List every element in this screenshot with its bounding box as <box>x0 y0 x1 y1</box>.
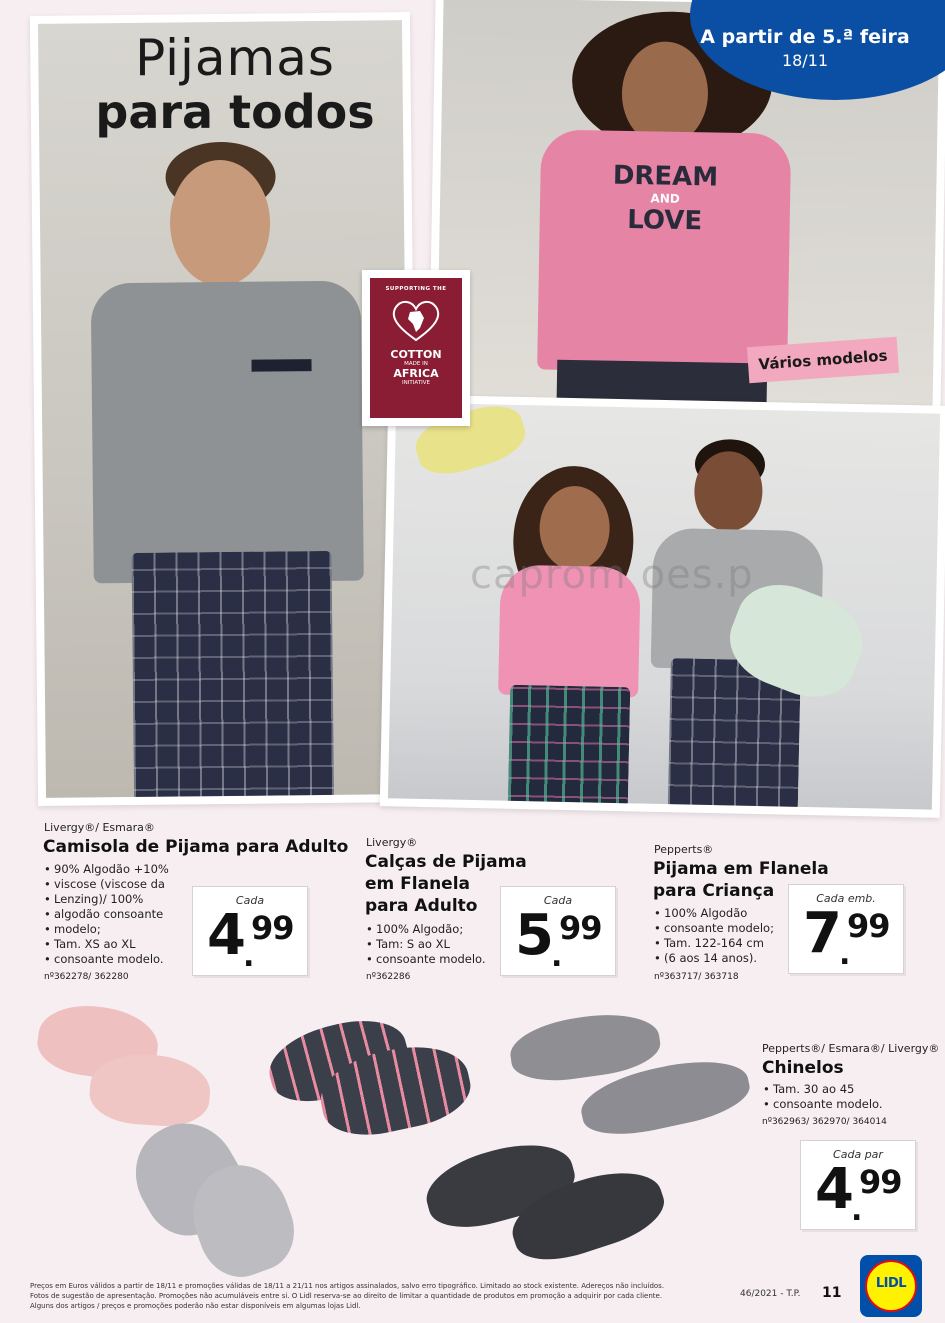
product-2-feature-cont: • consoante modelo. <box>366 952 506 967</box>
watermark: caprom oes.p <box>470 552 754 598</box>
product-1-feature-cont: • consoante modelo. <box>44 952 194 967</box>
price-decimals: 99 <box>559 909 602 947</box>
price-dot: . <box>243 939 255 974</box>
product-3-price-box <box>788 884 904 974</box>
cotton-badge-initiative: INITIATIVE <box>402 380 430 386</box>
product-2-feature: • Tam: S ao XL <box>366 937 506 952</box>
product-2-features <box>366 922 506 967</box>
date-badge-line2: 18/11 <box>781 51 829 70</box>
headline <box>70 30 400 138</box>
price-decimals: 99 <box>859 1163 902 1201</box>
product-3-sku: nº363717/ 363718 <box>654 972 739 982</box>
shirt-print <box>599 160 730 236</box>
product-3-title-line: Pijama em Flanela <box>653 859 829 879</box>
price-dot: . <box>551 939 563 974</box>
product-2-title-line: Calças de Pijama <box>365 852 527 872</box>
product-1-feature-cont: • modelo; <box>44 922 194 937</box>
price-dot: . <box>839 937 851 972</box>
product-4-sku: nº362963/ 362970/ 364014 <box>762 1117 887 1127</box>
legal-line: Alguns dos artigos / preços e promoções poderão não estar disponíveis em algumas lojas Lidl. <box>30 1302 361 1310</box>
product-4-features <box>763 1082 933 1112</box>
date-badge-line1: A partir de 5.ª feira <box>700 26 910 48</box>
shirt-print-dream: DREAM <box>612 160 719 193</box>
headline-line2: para todos <box>95 85 375 139</box>
product-4-title <box>762 1057 844 1079</box>
product-3-feature: • Tam. 122-164 cm <box>654 936 784 951</box>
product-1-title-line: Camisola de Pijama para Adulto <box>43 837 349 857</box>
product-2-title-line: em Flanela <box>365 874 471 894</box>
pink-fluffy-slipper <box>88 1051 213 1129</box>
product-1-feature: • Tam. XS ao XL <box>44 937 194 952</box>
product-2-sku: nº362286 <box>366 972 411 982</box>
product-4-brand: Pepperts®/ Esmara®/ Livergy® <box>762 1042 940 1055</box>
price-unit-label: Cada <box>543 894 573 907</box>
price-integer: 4 <box>815 1157 852 1222</box>
product-3-title-line: para Criança <box>653 881 775 901</box>
product-4-feature: • Tam. 30 ao 45 <box>763 1082 933 1097</box>
price-integer: 5 <box>515 903 552 968</box>
product-4-feature-cont: • consoante modelo. <box>763 1097 933 1112</box>
price-decimals: 99 <box>847 907 890 945</box>
legal-disclaimer <box>30 1281 745 1311</box>
price-decimals: 99 <box>251 909 294 947</box>
product-3-feature-cont: • consoante modelo; <box>654 921 784 936</box>
product-2-price-box <box>500 886 616 976</box>
price-integer: 4 <box>207 903 244 968</box>
product-4-title-line: Chinelos <box>762 1058 844 1078</box>
product-3-brand: Pepperts® <box>654 843 714 856</box>
product-1-price-box <box>192 886 308 976</box>
lidl-logo <box>860 1255 922 1317</box>
cotton-badge-africa: AFRICA <box>393 367 439 380</box>
kids-pajama-photo <box>380 394 945 818</box>
product-1-features <box>44 862 194 967</box>
product-1-brand: Livergy®/ Esmara® <box>44 821 155 834</box>
various-models-tag: Vários modelos <box>747 337 899 383</box>
headline-line1: Pijamas <box>135 29 335 87</box>
price-dot: . <box>851 1193 863 1228</box>
price-unit-label: Cada par <box>833 1148 883 1161</box>
legal-line: Preços em Euros válidos a partir de 18/11 e promoções válidas de 18/11 a 21/11 nos artigos assinalados, salvo erro tipográfico. Limitado ao stock existente. Adereços não incluídos. <box>30 1282 665 1290</box>
price-integer: 7 <box>803 901 840 966</box>
legal-line: Fotos de sugestão de apresentação. Promoções não acumuláveis entre si. O Lidl reserva-se ao direito de limitar a quantidade de produtos em promoção a adquirir por cada cliente. <box>30 1292 663 1300</box>
product-1-feature-cont: • viscose (viscose da <box>44 877 194 892</box>
cotton-badge-cotton: COTTON <box>390 348 442 361</box>
product-2-brand: Livergy® <box>366 836 418 849</box>
man-figure <box>79 140 386 798</box>
product-1-feature-cont: • Lenzing)/ 100% <box>44 892 194 907</box>
girl-figure <box>468 444 655 808</box>
product-4-price-box <box>800 1140 916 1230</box>
lidl-logo-text: LIDL <box>875 1276 907 1291</box>
product-2-feature: • 100% Algodão; <box>366 922 506 937</box>
product-1-feature-cont: • algodão consoante <box>44 907 194 922</box>
edition-code: 46/2021 - T.P. <box>740 1289 801 1299</box>
product-1-sku: nº362278/ 362280 <box>44 972 129 982</box>
product-1-feature: • 90% Algodão +10% <box>44 862 194 877</box>
shirt-print-and: AND <box>650 191 680 206</box>
shirt-print-love: LOVE <box>627 204 703 237</box>
product-3-features <box>654 906 784 966</box>
cotton-made-in-africa-badge <box>362 270 470 426</box>
slippers-image <box>30 1005 730 1275</box>
product-3-feature-cont: • (6 aos 14 anos). <box>654 951 784 966</box>
price-unit-label: Cada <box>235 894 265 907</box>
page-number: 11 <box>822 1285 842 1301</box>
heart-africa-icon <box>390 298 442 342</box>
cotton-badge-supporting: SUPPORTING THE <box>385 286 447 292</box>
product-2-title-line: para Adulto <box>365 896 478 916</box>
product-1-title <box>43 836 348 858</box>
price-unit-label: Cada emb. <box>816 892 876 905</box>
product-3-feature: • 100% Algodão <box>654 906 784 921</box>
cotton-badge-made-in: MADE IN <box>404 361 428 367</box>
